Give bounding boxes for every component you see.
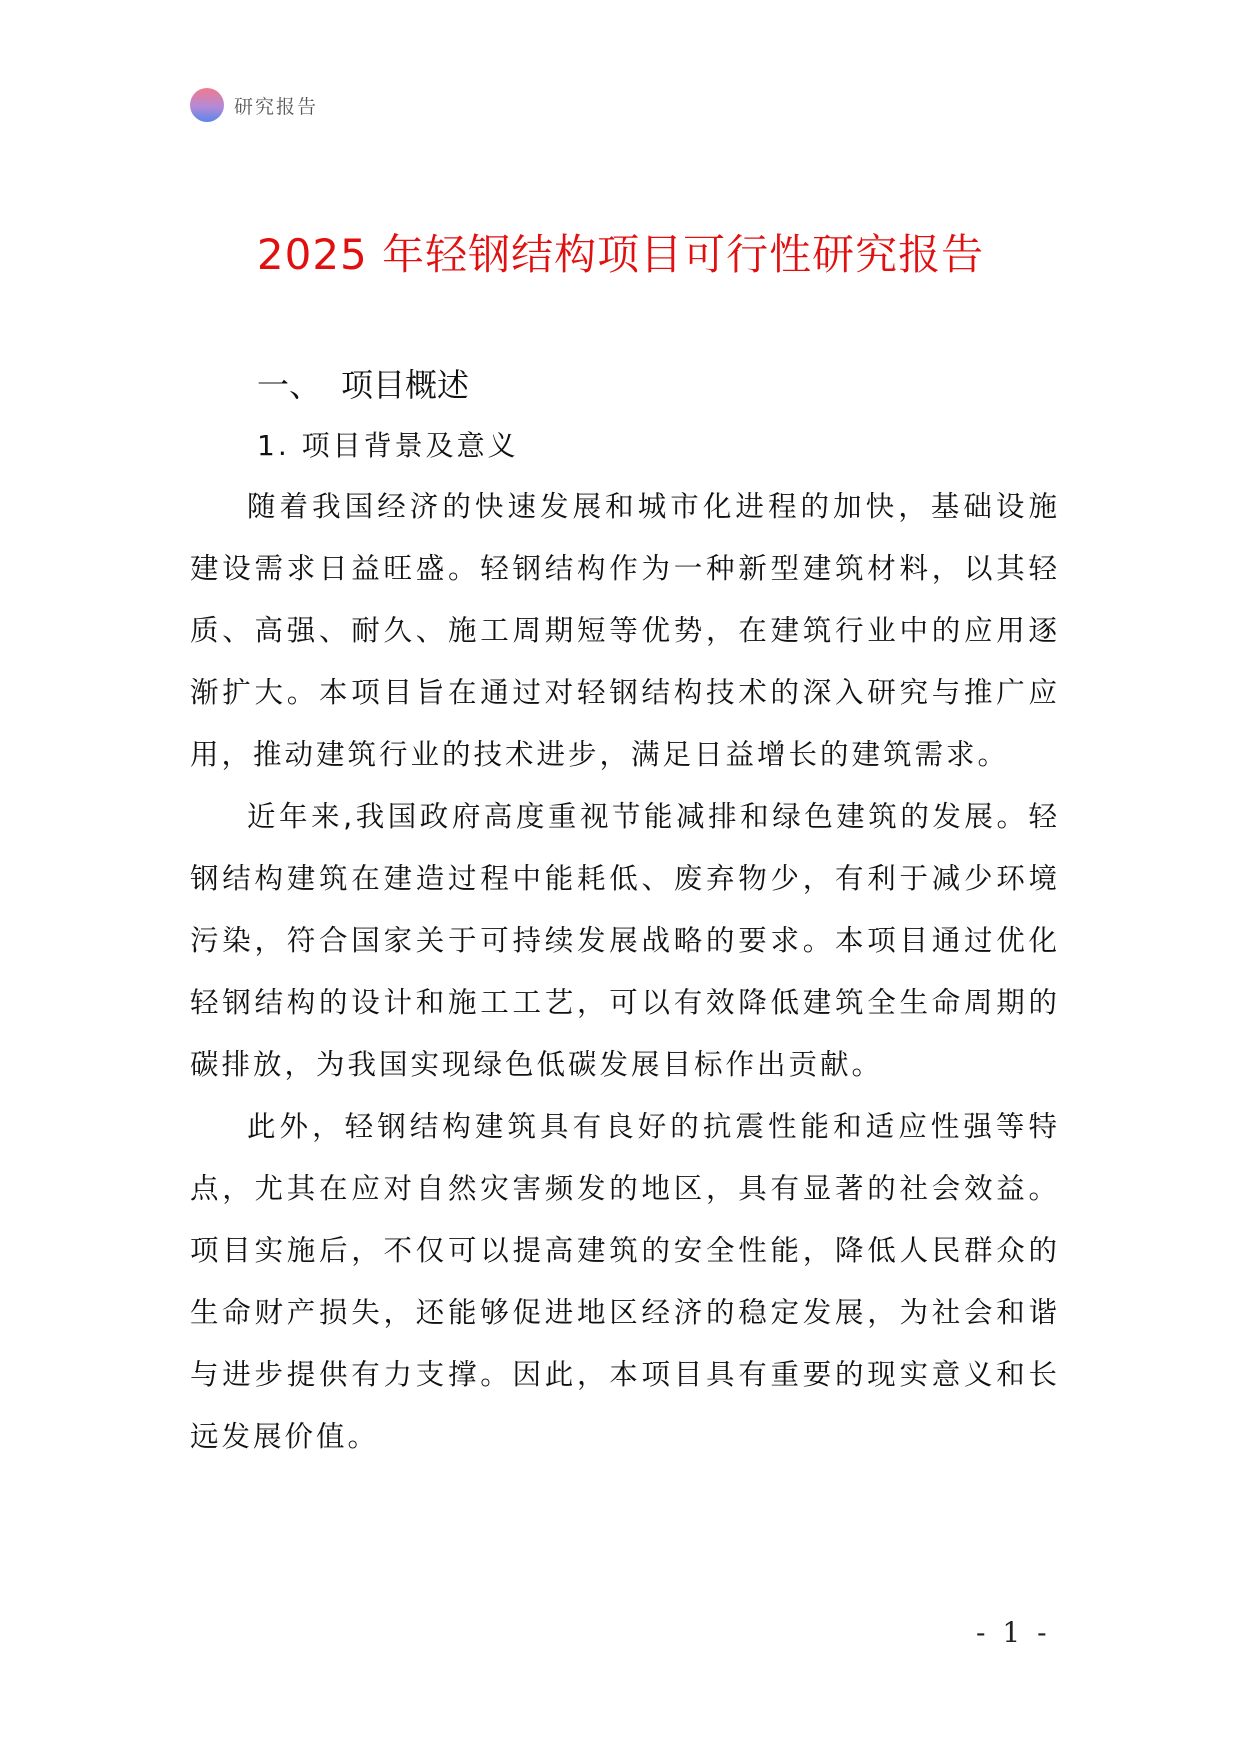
subsection-heading: 1. 项目背景及意义 xyxy=(257,429,519,462)
paragraph-1: 随着我国经济的快速发展和城市化进程的加快，基础设施建设需求日益旺盛。轻钢结构作为一种新型建筑材料，以其轻质、高强、耐久、施工周期短等优势，在建筑行业中的应用逐渐扩大。本项目旨在通过对轻钢结构技术的深入研究与推广应用，推动建筑行业的技术进步，满足日益增长的建筑需求。 xyxy=(190,490,1060,771)
document-header xyxy=(190,88,318,122)
document-title: 2025 年轻钢结构项目可行性研究报告 xyxy=(256,230,985,279)
section-heading xyxy=(257,360,469,406)
header-label: 研究报告 xyxy=(234,95,319,118)
section-number: 一、 xyxy=(257,366,322,404)
document-body xyxy=(190,476,1060,1468)
logo-icon xyxy=(190,88,224,122)
paragraph-2: 近年来,我国政府高度重视节能减排和绿色建筑的发展。轻钢结构建筑在建造过程中能耗低、废弃物少，有利于减少环境污染，符合国家关于可持续发展战略的要求。本项目通过优化轻钢结构的设计和施工工艺，可以有效降低建筑全生命周期的碳排放，为我国实现绿色低碳发展目标作出贡献。 xyxy=(190,800,1060,1081)
section-title: 项目概述 xyxy=(341,366,470,404)
paragraph-3: 此外，轻钢结构建筑具有良好的抗震性能和适应性强等特点，尤其在应对自然灾害频发的地区，具有显著的社会效益。项目实施后，不仅可以提高建筑的安全性能，降低人民群众的生命财产损失，还能够促进地区经济的稳定发展，为社会和谐与进步提供有力支撑。因此，本项目具有重要的现实意义和长远发展价值。 xyxy=(190,1110,1060,1453)
page-number: - 1 - xyxy=(976,1616,1051,1649)
